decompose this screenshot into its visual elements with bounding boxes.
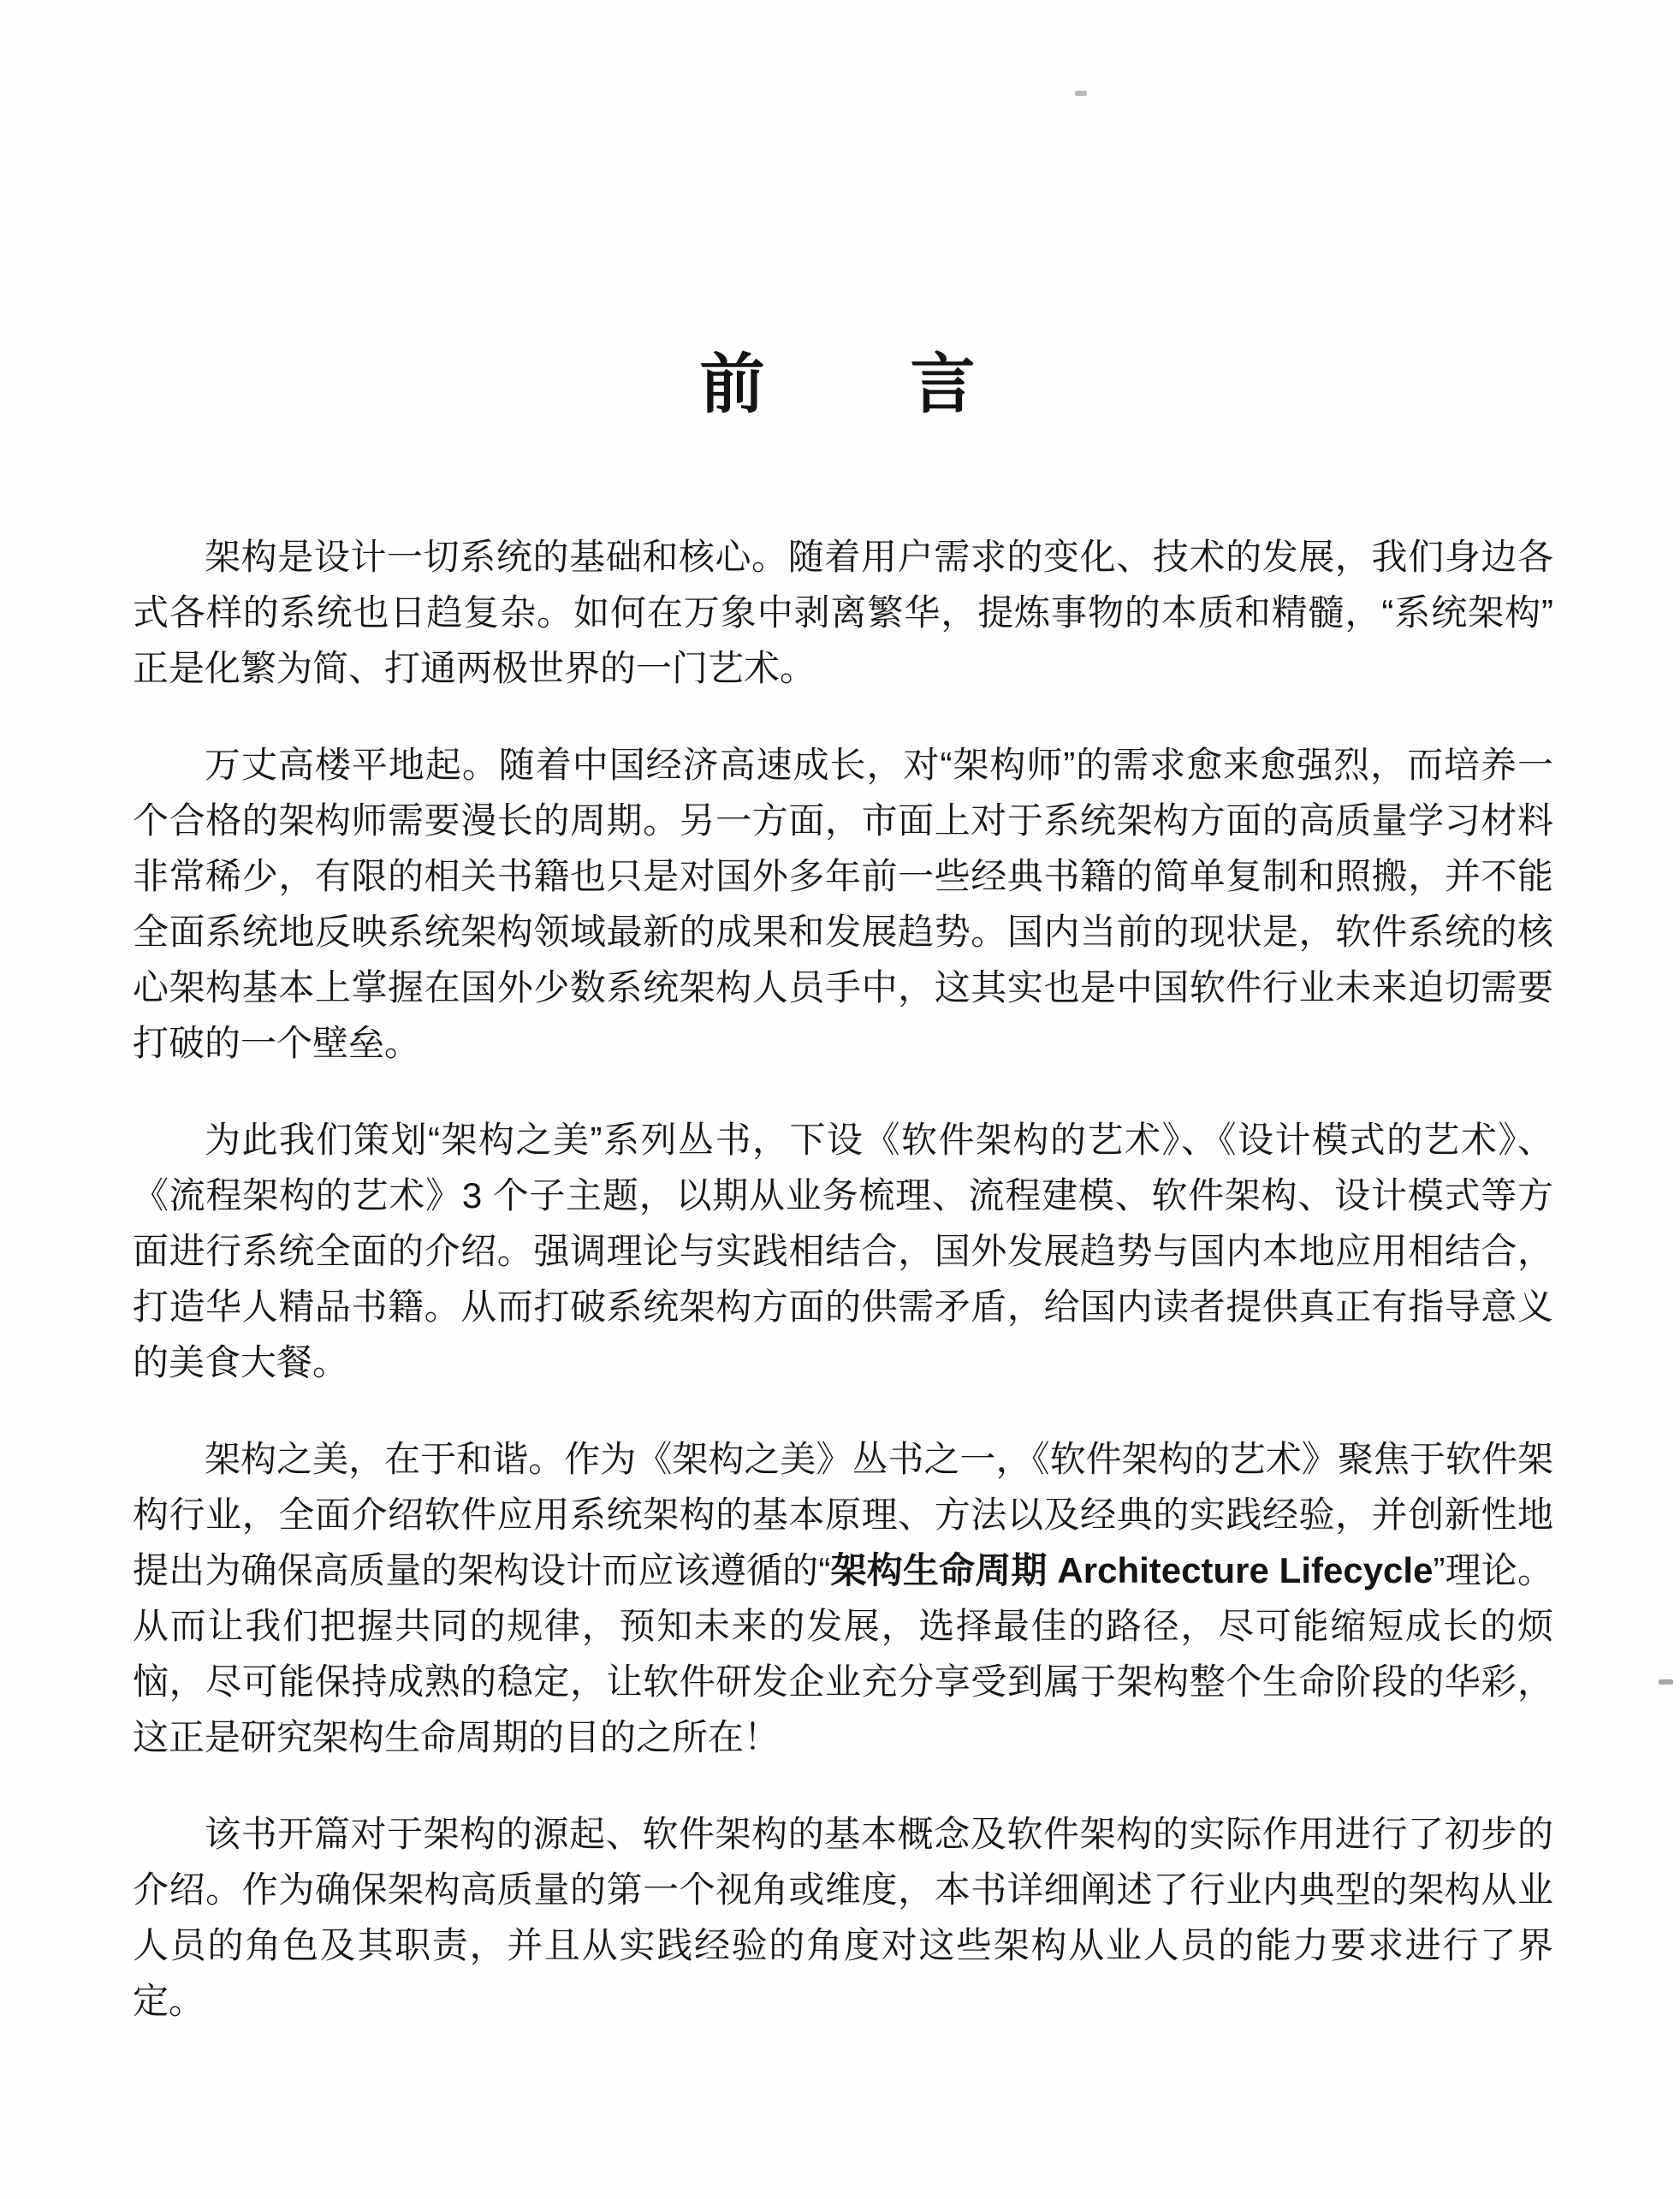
paragraph: 为此我们策划“架构之美”系列丛书，下设《软件架构的艺术》、《设计模式的艺术》、《流程架构的艺术》3 个子主题，以期从业务梳理、流程建模、软件架构、设计模式等方面进行系统全面的介绍。强调理论与实践相结合，国外发展趋势与国内本地应用相结合，打造华人精品书籍。从而打破系统架构方面的供需矛盾，给国内读者提供真正有指导意义的美食大餐。 xyxy=(133,1120,1553,1382)
paragraph xyxy=(133,1431,1553,1765)
architecture-lifecycle-term: 架构生命周期 Architecture Lifecycle xyxy=(830,1550,1434,1590)
paragraph-text: ”理论。从而让我们把握共同的规律，预知未来的发展，选择最佳的路径，尽可能缩短成长的烦恼，尽可能保持成熟的稳定，让软件研发企业充分享受到属于架构整个生命阶段的华彩，这正是研究架构生命周期的目的之所在！ xyxy=(133,1550,1553,1757)
scan-artifact-dot xyxy=(1075,91,1087,96)
preface-body xyxy=(133,529,1553,2029)
paragraph: 万丈高楼平地起。随着中国经济高速成长，对“架构师”的需求愈来愈强烈，而培养一个合格的架构师需要漫长的周期。另一方面，市面上对于系统架构方面的高质量学习材料非常稀少，有限的相关书籍也只是对国外多年前一些经典书籍的简单复制和照搬，并不能全面系统地反映系统架构领域最新的成果和发展趋势。国内当前的现状是，软件系统的核心架构基本上掌握在国外少数系统架构人员手中，这其实也是中国软件行业未来迫切需要打破的一个壁垒。 xyxy=(133,745,1553,1063)
scan-artifact-dot xyxy=(1659,1679,1673,1685)
paragraph: 架构是设计一切系统的基础和核心。随着用户需求的变化、技术的发展，我们身边各式各样的系统也日趋复杂。如何在万象中剥离繁华，提炼事物的本质和精髓，“系统架构”正是化繁为简、打通两极世界的一门艺术。 xyxy=(133,537,1553,688)
preface-title: 前 言 xyxy=(699,348,981,421)
paragraph: 该书开篇对于架构的源起、软件架构的基本概念及软件架构的实际作用进行了初步的介绍。作为确保架构高质量的第一个视角或维度，本书详细阐述了行业内典型的架构从业人员的角色及其职责，并且从实践经验的角度对这些架构从业人员的能力要求进行了界定。 xyxy=(133,1814,1553,2021)
paragraph-text: 架构之美，在于和谐。作为《架构之美》丛书之一，《软件架构的艺术》聚焦于软件架构行业，全面介绍软件应用系统架构的基本原理、方法以及经典的实践经验，并创新性地提出为确保高质量的架构设计而应该遵循的“ xyxy=(133,1439,1553,1590)
